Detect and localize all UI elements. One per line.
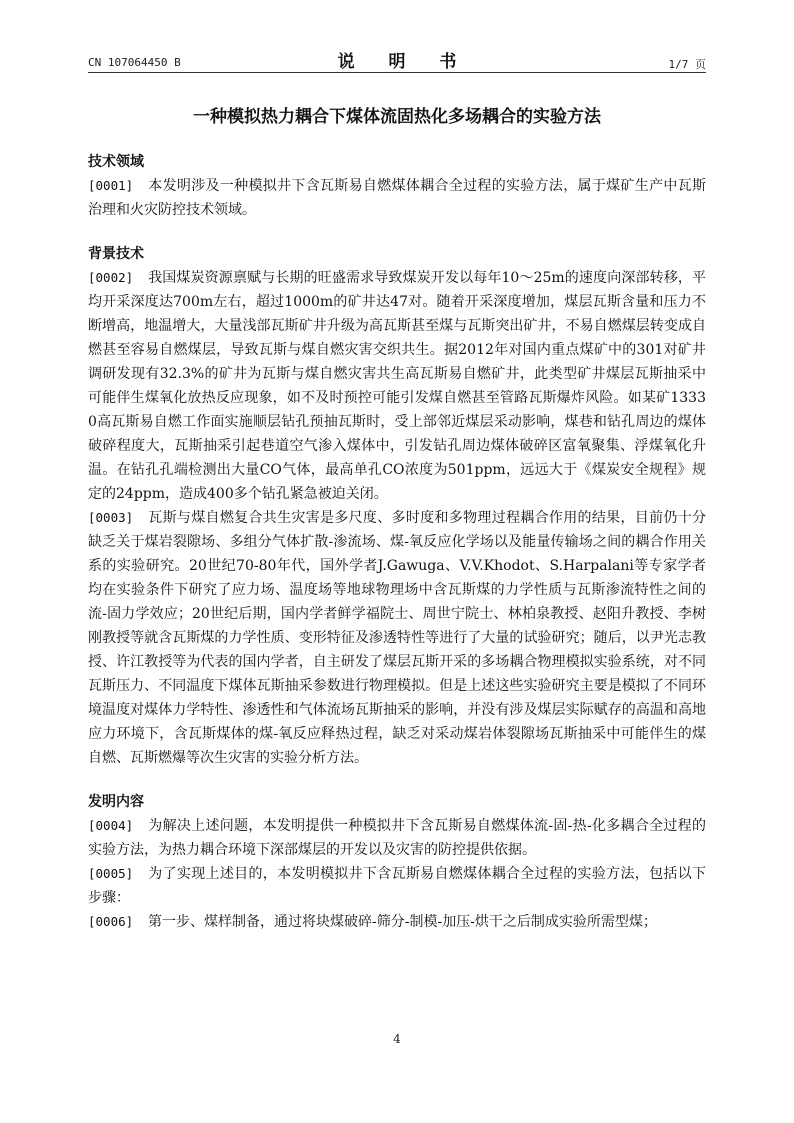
paragraph-0002 <box>88 266 706 506</box>
paragraph-0005 <box>88 862 706 910</box>
document-type-heading: 说 明 书 <box>337 52 471 72</box>
page-count: 1/7 页 <box>668 58 706 71</box>
paragraph-text: 我国煤炭资源禀赋与长期的旺盛需求导致煤炭开发以每年10～25m的速度向深部转移，平均开采深度达700m左右，超过1000m的矿井达47对。随着开采深度增加，煤层瓦斯含量和压力不断增高，地温增大，大量浅部瓦斯矿井升级为高瓦斯甚至煤与瓦斯突出矿井，不易自燃煤层转变成自燃甚至容易自燃煤层，导致瓦斯与煤自燃灾害交织共生。据2012年对国内重点煤矿中的301对矿井调研发现有32.3%的矿井为瓦斯与煤自燃灾害共生高瓦斯易自燃矿井，此类型矿井煤层瓦斯抽采中可能伴生煤氧化放热反应现象，如不及时预控可能引发煤自燃甚至管路瓦斯爆炸风险。如某矿13330高瓦斯易自燃工作面实施顺层钻孔预抽瓦斯时，受上部邻近煤层采动影响，煤巷和钻孔周边的煤体破碎程度大，瓦斯抽采引起巷道空气渗入煤体中，引发钻孔周边煤体破碎区富氧聚集、浮煤氧化升温。在钻孔孔端检测出大量CO气体，最高单孔CO浓度为501ppm，远远大于《煤炭安全规程》规定的24ppm，造成400多个钻孔紧急被迫关闭。 <box>88 270 706 502</box>
paragraph-text: 为解决上述问题，本发明提供一种模拟井下含瓦斯易自燃煤体流-固-热-化多耦合全过程的实验方法，为热力耦合环境下深部煤层的开发以及灾害的防控提供依据。 <box>88 818 706 858</box>
patent-number: CN 107064450 B <box>88 56 181 69</box>
paragraph-0001 <box>88 174 706 222</box>
paragraph-number: [0003] <box>88 510 134 525</box>
paragraph-text: 瓦斯与煤自燃复合共生灾害是多尺度、多时度和多物理过程耦合作用的结果，目前仍十分缺乏关于煤岩裂隙场、多组分气体扩散-渗流场、煤-氧反应化学场以及能量传输场之间的耦合作用关系的实验研究。20世纪70-80年代，国外学者J.Gawuga、V.V.Khodot、S.Harpalani等专家学者均在实验条件下研究了应力场、温度场等地球物理场中含瓦斯煤的力学性质与瓦斯渗流特性之间的流-固力学效应；20世纪后期，国内学者鲜学福院士、周世宁院士、林柏泉教授、赵阳升教授、李树刚教授等就含瓦斯煤的力学性质、变形特征及渗透特性等进行了大量的试验研究；随后，以尹光志教授、许江教授等为代表的国内学者，自主研发了煤层瓦斯开采的多场耦合物理模拟实验系统，对不同瓦斯压力、不同温度下煤体瓦斯抽采参数进行物理模拟。但是上述这些实验研究主要是模拟了不同环境温度对煤体力学特性、渗透性和气体流场瓦斯抽采的影响，并没有涉及煤层实际赋存的高温和高地应力环境下，含瓦斯煤体的煤-氧反应释热过程，缺乏对采动煤岩体裂隙场瓦斯抽采中可能伴生的煤自燃、瓦斯燃爆等次生灾害的实验分析方法。 <box>88 510 706 766</box>
section-heading-tech-field: 技术领域 <box>88 154 144 170</box>
document-title: 一种模拟热力耦合下煤体流固热化多场耦合的实验方法 <box>193 107 601 127</box>
paragraph-number: [0004] <box>88 818 134 833</box>
paragraph-0004 <box>88 814 706 862</box>
section-heading-invention: 发明内容 <box>88 794 144 810</box>
paragraph-0003 <box>88 506 706 770</box>
paragraph-text: 为了实现上述目的，本发明模拟井下含瓦斯易自燃煤体耦合全过程的实验方法，包括以下步骤： <box>88 866 706 906</box>
page-number: 4 <box>393 1032 401 1046</box>
paragraph-number: [0005] <box>88 866 134 881</box>
paragraph-number: [0006] <box>88 914 134 929</box>
paragraph-number: [0001] <box>88 178 134 193</box>
document-body <box>88 150 706 934</box>
paragraph-text: 第一步、煤样制备，通过将块煤破碎-筛分-制模-加压-烘干之后制成实验所需型煤； <box>148 914 657 930</box>
header-divider <box>88 72 706 73</box>
paragraph-number: [0002] <box>88 270 134 285</box>
paragraph-text: 本发明涉及一种模拟井下含瓦斯易自燃煤体耦合全过程的实验方法，属于煤矿生产中瓦斯治理和火灾防控技术领域。 <box>88 178 706 218</box>
section-heading-background: 背景技术 <box>88 246 144 262</box>
paragraph-0006 <box>88 910 706 934</box>
